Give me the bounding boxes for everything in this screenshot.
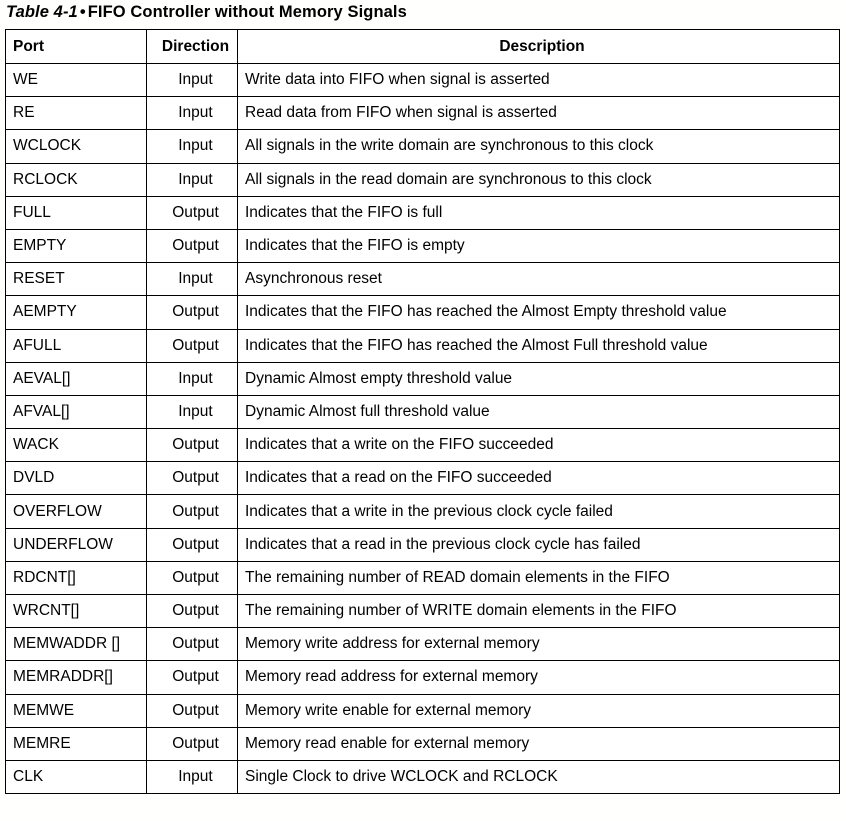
cell-description: Dynamic Almost full threshold value [238, 395, 840, 428]
cell-description: Asynchronous reset [238, 263, 840, 296]
cell-description: Memory read address for external memory [238, 661, 840, 694]
cell-port: AFVAL[] [6, 395, 147, 428]
table-row [6, 595, 840, 628]
cell-port: WCLOCK [6, 130, 147, 163]
cell-port: RCLOCK [6, 163, 147, 196]
cell-direction: Input [147, 97, 238, 130]
cell-direction: Input [147, 130, 238, 163]
table-caption-number: Table 4-1 [6, 3, 78, 21]
cell-description: All signals in the write domain are synchronous to this clock [238, 130, 840, 163]
table-header-row [6, 30, 840, 64]
cell-port: MEMRE [6, 727, 147, 760]
cell-description: Single Clock to drive WCLOCK and RCLOCK [238, 760, 840, 793]
table-row [6, 760, 840, 793]
table-row [6, 661, 840, 694]
cell-direction: Input [147, 64, 238, 97]
cell-description: Write data into FIFO when signal is asserted [238, 64, 840, 97]
column-header-port: Port [6, 30, 147, 64]
cell-port: DVLD [6, 462, 147, 495]
fifo-port-table [5, 29, 840, 794]
cell-port: AEMPTY [6, 296, 147, 329]
table-row [6, 296, 840, 329]
table-body [6, 64, 840, 794]
cell-description: All signals in the read domain are synchronous to this clock [238, 163, 840, 196]
cell-direction: Output [147, 462, 238, 495]
cell-port: AEVAL[] [6, 362, 147, 395]
cell-description: Indicates that a read in the previous clock cycle has failed [238, 528, 840, 561]
table-row [6, 727, 840, 760]
cell-direction: Input [147, 395, 238, 428]
table-row [6, 329, 840, 362]
cell-description: Memory write address for external memory [238, 628, 840, 661]
cell-description: Memory read enable for external memory [238, 727, 840, 760]
column-header-description: Description [238, 30, 840, 64]
cell-port: CLK [6, 760, 147, 793]
cell-port: UNDERFLOW [6, 528, 147, 561]
table-row [6, 694, 840, 727]
cell-description: Indicates that the FIFO has reached the Almost Empty threshold value [238, 296, 840, 329]
cell-description: The remaining number of WRITE domain elements in the FIFO [238, 595, 840, 628]
cell-direction: Output [147, 561, 238, 594]
column-header-direction: Direction [147, 30, 238, 64]
table-row [6, 628, 840, 661]
table-row [6, 97, 840, 130]
cell-direction: Output [147, 429, 238, 462]
cell-direction: Input [147, 760, 238, 793]
cell-direction: Output [147, 595, 238, 628]
cell-description: Memory write enable for external memory [238, 694, 840, 727]
cell-port: EMPTY [6, 229, 147, 262]
cell-direction: Output [147, 628, 238, 661]
cell-description: Read data from FIFO when signal is asserted [238, 97, 840, 130]
cell-description: Indicates that a write on the FIFO succeeded [238, 429, 840, 462]
table-row [6, 429, 840, 462]
cell-description: Indicates that the FIFO has reached the Almost Full threshold value [238, 329, 840, 362]
cell-direction: Output [147, 727, 238, 760]
table-row [6, 263, 840, 296]
table-row [6, 462, 840, 495]
cell-port: MEMRADDR[] [6, 661, 147, 694]
cell-direction: Input [147, 163, 238, 196]
table-row [6, 229, 840, 262]
cell-description: Indicates that the FIFO is full [238, 196, 840, 229]
cell-description: Indicates that a read on the FIFO succeeded [238, 462, 840, 495]
cell-port: MEMWE [6, 694, 147, 727]
cell-direction: Output [147, 661, 238, 694]
table-row [6, 528, 840, 561]
cell-port: MEMWADDR [] [6, 628, 147, 661]
cell-direction: Output [147, 495, 238, 528]
cell-direction: Output [147, 694, 238, 727]
table-row [6, 561, 840, 594]
cell-port: RE [6, 97, 147, 130]
table-row [6, 495, 840, 528]
cell-direction: Output [147, 229, 238, 262]
table-row [6, 163, 840, 196]
table-row [6, 362, 840, 395]
cell-port: RESET [6, 263, 147, 296]
cell-direction: Output [147, 196, 238, 229]
cell-direction: Output [147, 528, 238, 561]
table-caption [6, 0, 407, 26]
cell-description: Indicates that the FIFO is empty [238, 229, 840, 262]
table-caption-separator: • [79, 3, 86, 21]
cell-description: Dynamic Almost empty threshold value [238, 362, 840, 395]
table-header [6, 30, 840, 64]
cell-description: The remaining number of READ domain elements in the FIFO [238, 561, 840, 594]
table-row [6, 196, 840, 229]
cell-port: WACK [6, 429, 147, 462]
table-caption-title: FIFO Controller without Memory Signals [87, 3, 407, 21]
table-row [6, 64, 840, 97]
cell-direction: Output [147, 329, 238, 362]
cell-description: Indicates that a write in the previous clock cycle failed [238, 495, 840, 528]
table-row [6, 395, 840, 428]
cell-direction: Input [147, 362, 238, 395]
cell-port: WRCNT[] [6, 595, 147, 628]
table-row [6, 130, 840, 163]
cell-direction: Output [147, 296, 238, 329]
cell-port: WE [6, 64, 147, 97]
cell-port: AFULL [6, 329, 147, 362]
cell-port: OVERFLOW [6, 495, 147, 528]
cell-port: RDCNT[] [6, 561, 147, 594]
cell-direction: Input [147, 263, 238, 296]
cell-port: FULL [6, 196, 147, 229]
